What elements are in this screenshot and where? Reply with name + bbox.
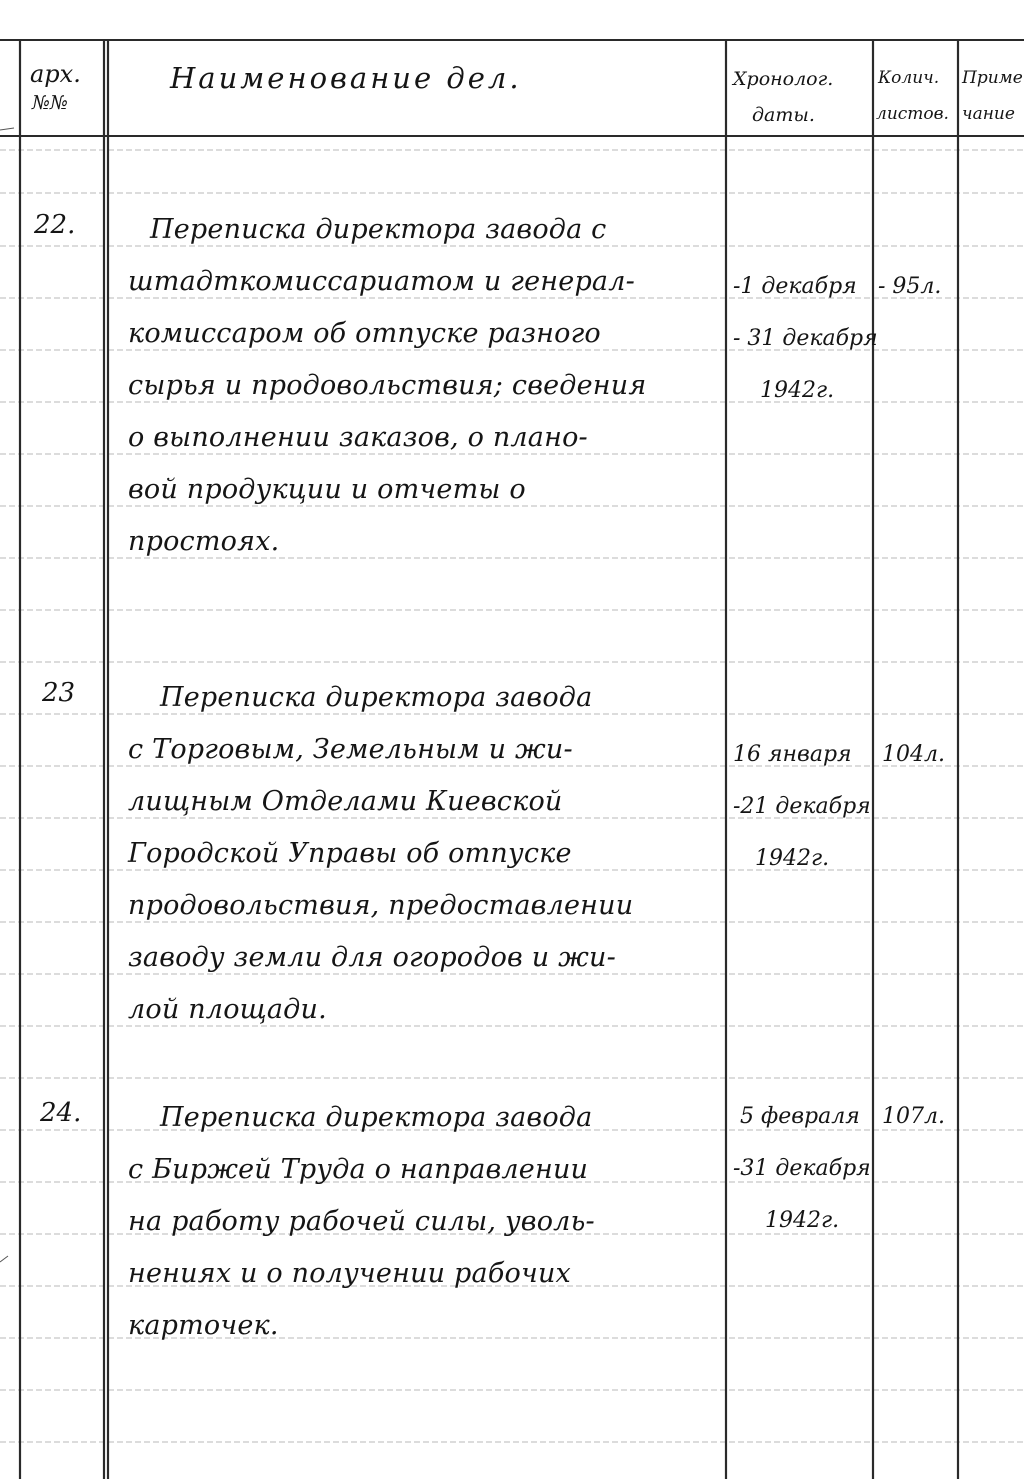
header-notes-line2: чание bbox=[962, 104, 1015, 124]
entry-text-line: с Торговым, Земельным и жи- bbox=[128, 734, 573, 765]
entry-text-line: простоях. bbox=[128, 526, 280, 557]
entry-text-line: продовольствия, предоставлении bbox=[128, 890, 634, 921]
entry-date-start: 16 января bbox=[733, 742, 852, 767]
header-notes-line1: Приме bbox=[962, 68, 1023, 88]
entry-date-start: 5 февраля bbox=[740, 1104, 860, 1129]
entry-date-end: -31 декабря bbox=[733, 1156, 871, 1181]
entry-sheet-count: - 95л. bbox=[878, 274, 942, 299]
entry-text-line: Переписка директора завода bbox=[160, 682, 593, 713]
entry-text-line: вой продукции и отчеты о bbox=[128, 474, 526, 505]
entry-text-line: Переписка директора завода bbox=[160, 1102, 593, 1133]
header-name-column: Наименование дел. bbox=[170, 61, 522, 95]
entry-text-line: с Биржей Труда о направлении bbox=[128, 1154, 589, 1185]
entry-text-line: о выполнении заказов, о плано- bbox=[128, 422, 588, 453]
header-arch-number-label: №№ bbox=[32, 92, 68, 114]
entry-date-year: 1942г. bbox=[755, 846, 830, 871]
entry-number: 22. bbox=[34, 210, 76, 240]
header-sheets-line2: листов. bbox=[876, 104, 949, 124]
entry-number: 23 bbox=[42, 678, 76, 708]
entry-text-line: Переписка директора завода с bbox=[150, 214, 607, 245]
entry-date-end: - 31 декабря bbox=[733, 326, 878, 351]
header-sheets-line1: Колич. bbox=[878, 68, 940, 88]
entry-date-year: 1942г. bbox=[760, 378, 835, 403]
entry-number: 24. bbox=[40, 1098, 82, 1128]
entry-text-line: лой площади. bbox=[128, 994, 327, 1025]
entry-sheet-count: 107л. bbox=[882, 1104, 945, 1129]
header-dates-line2: даты. bbox=[752, 104, 815, 126]
entry-text-line: Городской Управы об отпуске bbox=[128, 838, 572, 869]
entry-text-line: комиссаром об отпуске разного bbox=[128, 318, 601, 349]
entry-text-line: на работу рабочей силы, уволь- bbox=[128, 1206, 595, 1237]
entry-sheet-count: 104л. bbox=[882, 742, 945, 767]
entry-date-end: -21 декабря bbox=[733, 794, 871, 819]
entry-text-line: сырья и продовольствия; сведения bbox=[128, 370, 647, 401]
entry-text-line: штадткомиссариатом и генерал- bbox=[128, 266, 635, 297]
entry-date-year: 1942г. bbox=[765, 1208, 840, 1233]
entry-text-line: карточек. bbox=[128, 1310, 279, 1341]
header-arch-label: арх. bbox=[30, 60, 81, 88]
entry-text-line: нениях и о получении рабочих bbox=[128, 1258, 571, 1289]
entry-date-start: -1 декабря bbox=[733, 274, 857, 299]
entry-text-line: лищным Отделами Киевской bbox=[128, 786, 563, 817]
entry-text-line: заводу земли для огородов и жи- bbox=[128, 942, 616, 973]
header-dates-line1: Хронолог. bbox=[733, 68, 834, 90]
